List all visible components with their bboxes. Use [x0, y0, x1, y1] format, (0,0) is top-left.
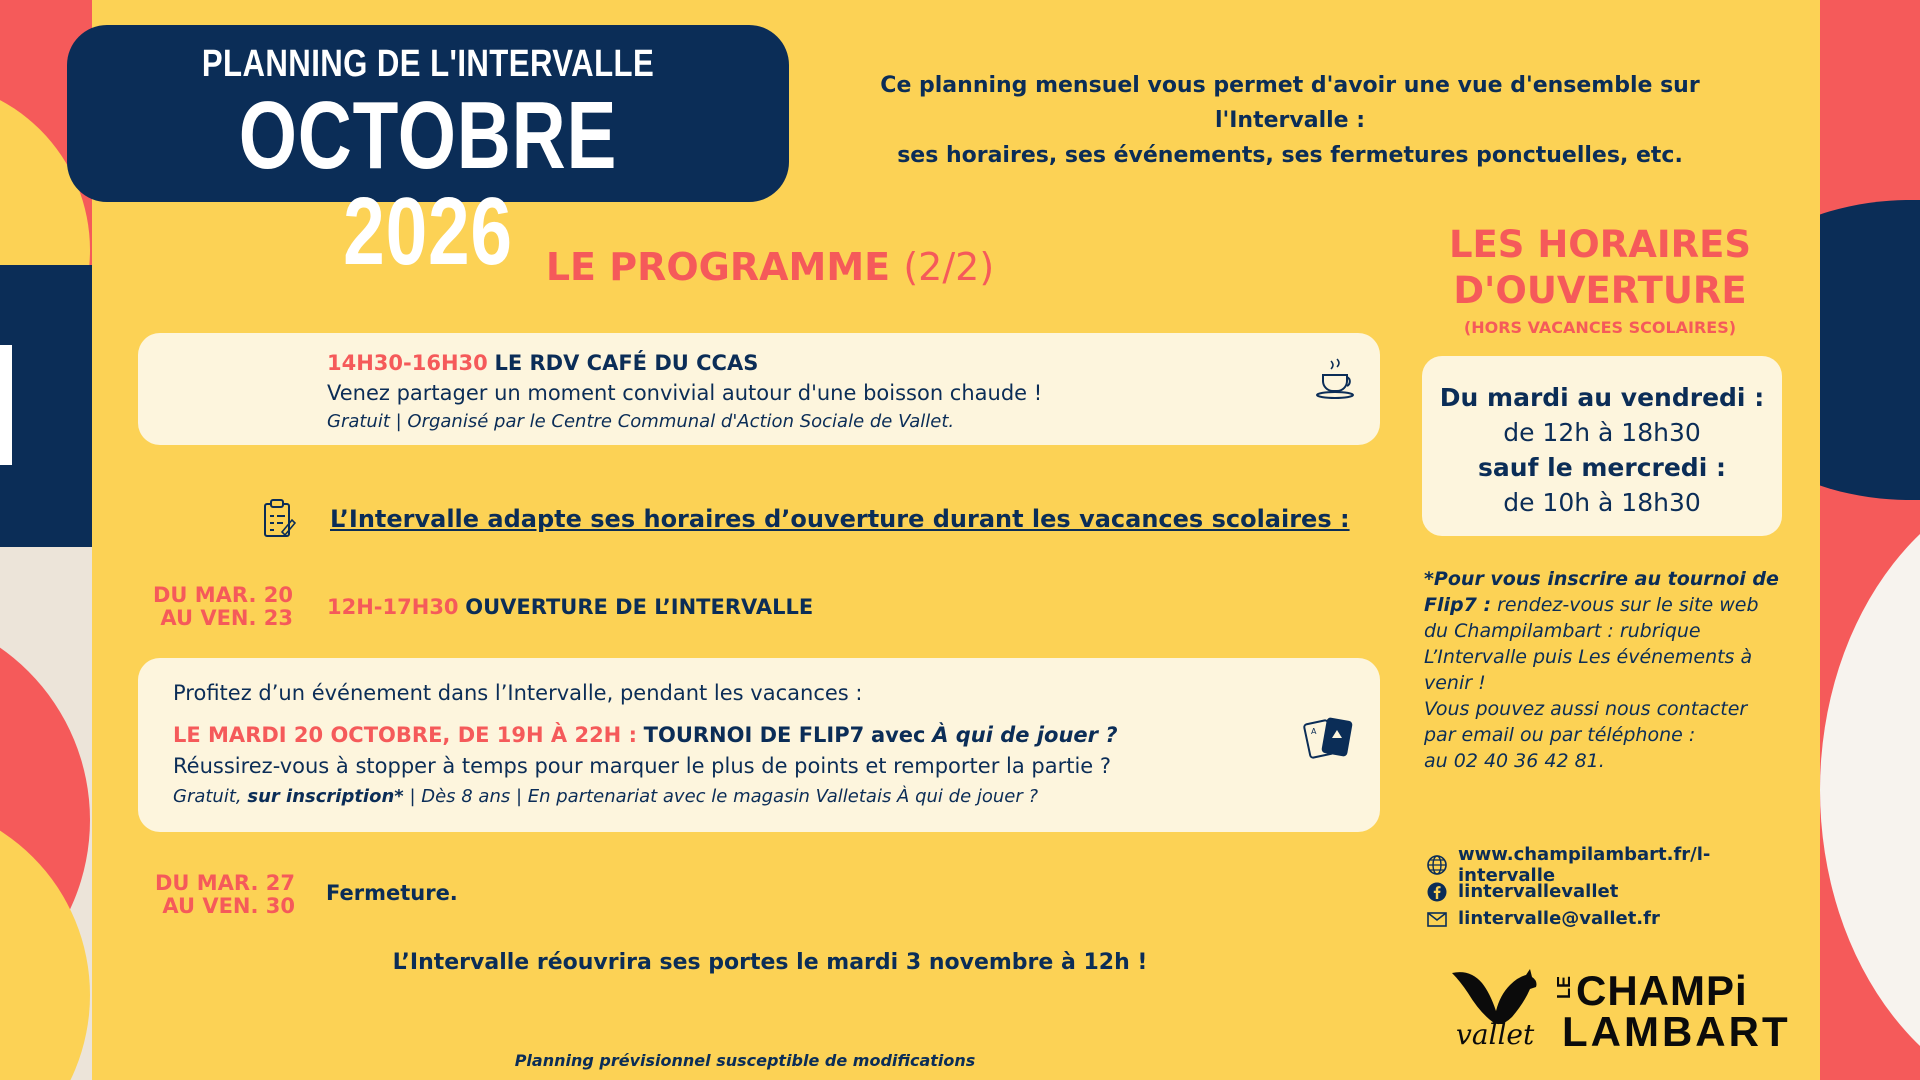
- envelope-icon: [1426, 908, 1448, 930]
- event-with: avec: [870, 723, 926, 747]
- hours-subtitle: (HORS VACANCES SCOLAIRES): [1463, 318, 1737, 337]
- event-description: Réussirez-vous à stopper à temps pour marquer le plus de points et remporter la partie ?: [173, 754, 1112, 778]
- hours-line: de 10h à 18h30: [1503, 488, 1701, 517]
- holiday-note: L’Intervalle adapte ses horaires d’ouverture durant les vacances scolaires :: [330, 505, 1350, 533]
- event-card: [138, 658, 1380, 832]
- decor-shape: [1820, 200, 1920, 500]
- event-heading: [173, 723, 1118, 747]
- hours-title: [1420, 222, 1780, 314]
- email-link[interactable]: lintervalle@vallet.fr: [1458, 908, 1660, 929]
- closing-note: L’Intervalle réouvrira ses portes le mardi 3 novembre à 12h !: [392, 950, 1148, 975]
- website-link[interactable]: www.champilambart.fr/l-intervalle: [1458, 843, 1711, 886]
- inscription-text: Vous pouvez aussi nous contacter par email ou par téléphone :: [1424, 698, 1748, 746]
- decor-shape: [0, 345, 12, 465]
- event-title: LE RDV CAFÉ DU CCAS: [494, 351, 759, 375]
- svg-text:A: A: [1311, 727, 1317, 736]
- inscription-text: au 02 40 36 42 81.: [1424, 750, 1605, 772]
- vallet-logo-text: vallet: [1456, 1018, 1535, 1051]
- hours-line: Du mardi au vendredi :: [1439, 383, 1765, 412]
- program-title: [320, 245, 1220, 289]
- facebook-link[interactable]: lintervallevallet: [1458, 881, 1619, 902]
- event-details: [173, 786, 1038, 807]
- program-title-text: LE PROGRAMME: [545, 245, 891, 289]
- champilambart-logo-line2: LAMBART: [1562, 1008, 1791, 1055]
- globe-icon: [1426, 854, 1448, 876]
- details-part: Gratuit,: [173, 786, 242, 807]
- date-line: AU VEN. 30: [162, 894, 295, 918]
- inscription-text: rendez-vous sur le site web du Champilambart : rubrique L’Intervalle puis Les événements à venir !: [1424, 594, 1759, 694]
- intro-text: [820, 68, 1760, 173]
- event-time: 12H-17H30: [327, 595, 459, 619]
- contact-email[interactable]: [1426, 905, 1806, 932]
- hours-line: sauf le mercredi :: [1478, 453, 1726, 482]
- header-subtitle: PLANNING DE L'INTERVALLE: [201, 43, 655, 85]
- contacts: [1426, 843, 1806, 932]
- champilambart-logo-le: LE: [1554, 976, 1574, 1000]
- champilambart-logo-line1: CHAMPi: [1576, 967, 1748, 1014]
- hours-title-line: D'OUVERTURE: [1453, 269, 1747, 312]
- hours-line: de 12h à 18h30: [1503, 418, 1701, 447]
- footer-note: Planning prévisionnel susceptible de modifications: [514, 1051, 976, 1070]
- event-date: [130, 872, 295, 918]
- event-heading: [327, 595, 813, 619]
- event-description: Venez partager un moment convivial autour d'une boisson chaude !: [327, 381, 1043, 405]
- decor-shape: [0, 265, 92, 547]
- hours-title-line: LES HORAIRES: [1448, 223, 1752, 266]
- event-title: OUVERTURE DE L’INTERVALLE: [465, 595, 814, 619]
- details-inscription: sur inscription*: [247, 786, 404, 807]
- program-part: (2/2): [903, 245, 995, 289]
- inscription-info: [1424, 566, 1784, 774]
- date-line: AU VEN. 23: [160, 606, 293, 630]
- event-title: Fermeture.: [326, 881, 458, 905]
- event-details: Gratuit | Organisé par le Centre Communal d'Action Sociale de Vallet.: [327, 411, 955, 432]
- champilambart-logo: [1554, 967, 1791, 1055]
- clipboard-icon: [262, 498, 296, 538]
- event-date: [130, 584, 293, 630]
- event-date-time: LE MARDI 20 OCTOBRE, DE 19H À 22H :: [173, 723, 637, 747]
- page-title: OCTOBRE 2026: [238, 82, 618, 285]
- right-decorative-band: [1820, 0, 1920, 1080]
- details-part: | Dès 8 ans | En partenariat avec le magasin Valletais À qui de jouer ?: [409, 786, 1039, 807]
- event-heading: [327, 351, 758, 375]
- playing-cards-icon: [1303, 716, 1355, 762]
- coffee-cup-icon: [1313, 353, 1361, 401]
- hours-card: [1422, 356, 1782, 536]
- event-time: 14H30-16H30: [327, 351, 488, 375]
- date-line: DU MAR. 27: [154, 871, 295, 895]
- event-title: TOURNOI DE FLIP7: [643, 723, 865, 747]
- contact-website[interactable]: [1426, 843, 1806, 886]
- intro-line: Ce planning mensuel vous permet d'avoir une vue d'ensemble sur l'Intervalle :: [880, 73, 1700, 133]
- facebook-icon: [1426, 881, 1448, 903]
- inscription-bold: *Pour vous inscrire au tournoi de Flip7 :: [1424, 568, 1779, 616]
- event-card: [138, 333, 1380, 445]
- event-partner: À qui de jouer ?: [932, 723, 1118, 747]
- date-line: DU MAR. 20: [152, 583, 293, 607]
- intro-line: ses horaires, ses événements, ses fermetures ponctuelles, etc.: [897, 143, 1683, 168]
- event-intro: Profitez d’un événement dans l’Intervalle, pendant les vacances :: [173, 681, 863, 705]
